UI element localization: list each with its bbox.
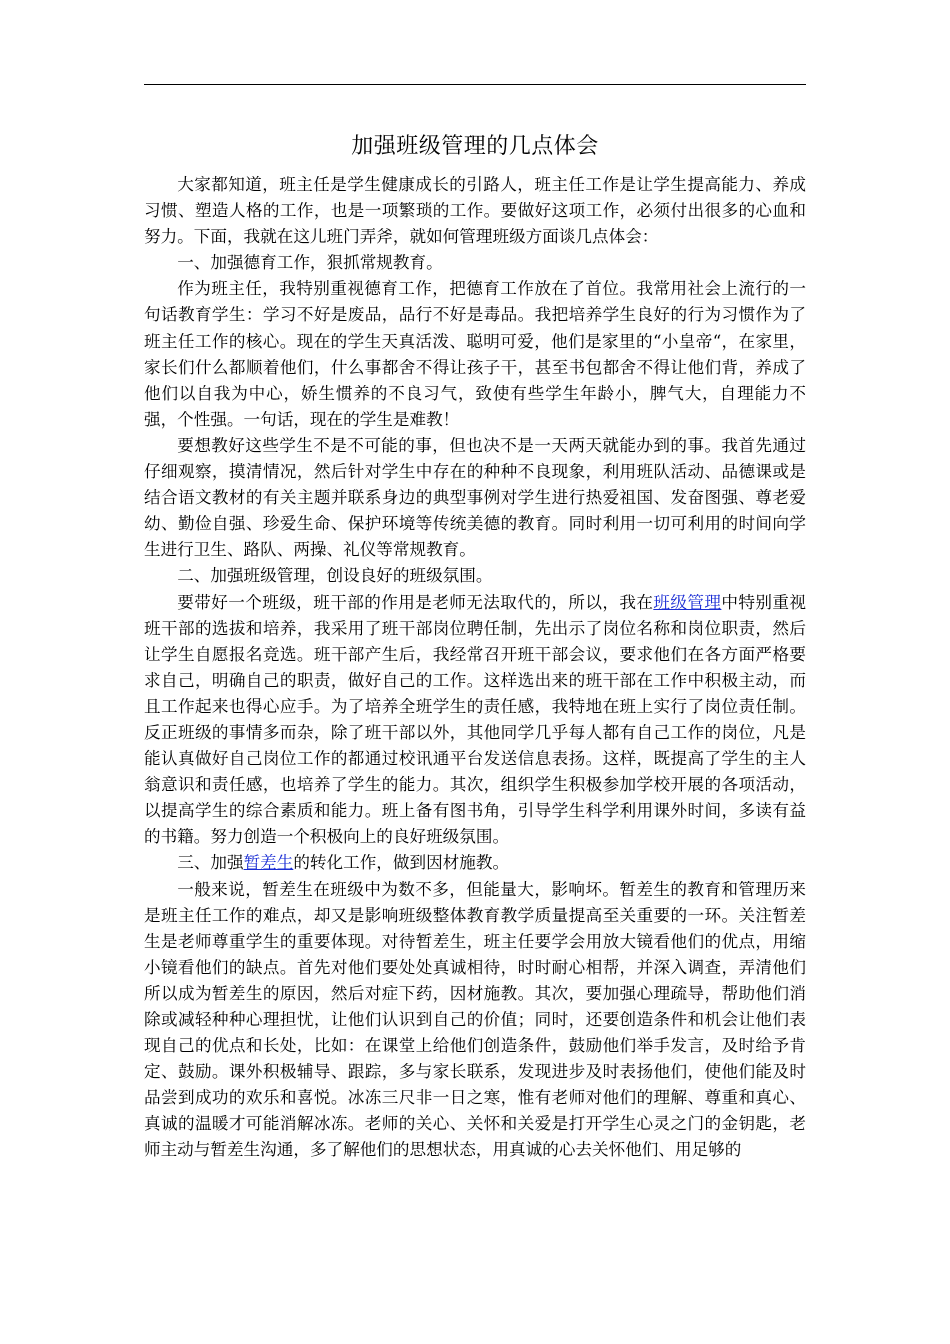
- paragraph-moral-education: 作为班主任，我特别重视德育工作，把德育工作放在了首位。我常用社会上流行的一句话教育学生：学习不好是废品，品行不好是毒品。我把培养学生良好的行为习惯作为了班主任工作的核心。现在的学生天真活泼、聪明可爱，他们是家里的“小皇帝“，在家里，家长们什么都顺着他们，什么事都舍不得让孩子干，甚至书包都舍不得让他们背，养成了他们以自我为中心，娇生惯养的不良习气，致使有些学生年龄小，脾气大，自理能力不强，个性强。一句话，现在的学生是难教！: [144, 279, 806, 429]
- heading-text: 三、加强: [177, 853, 244, 873]
- section-heading-3: [144, 850, 806, 876]
- struggling-students-link[interactable]: 暂差生: [243, 853, 294, 873]
- paragraph-struggling-students: 一般来说，暂差生在班级中为数不多，但能量大，影响坏。暂差生的教育和管理历来是班主任工作的难点，却又是影响班级整体教育教学质量提高至关重要的一环。关注暂差生是老师尊重学生的重要体现。对待暂差生，班主任要学会用放大镜看他们的优点，用缩小镜看他们的缺点。首先对他们要处处真诚相待，时时耐心相帮，并深入调查，弄清他们所以成为暂差生的原因，然后对症下药，因材施教。其次，要加强心理疏导，帮助他们消除或减轻种种心理担忧，让他们认识到自己的价值；同时，还要创造条件和机会让他们表现自己的优点和长处，比如：在课堂上给他们创造条件，鼓励他们举手发言，及时给予肯定、鼓励。课外积极辅导、跟踪，多与家长联系，发现进步及时表扬他们，使他们能及时品尝到成功的欢乐和喜悦。冰冻三尺非一日之寒，惟有老师对他们的理解、尊重和真心、真诚的温暖才可能消解冰冻。老师的关心、关怀和关爱是打开学生心灵之门的金钥匙，老师主动与暂差生沟通，多了解他们的思想状态，用真诚的心去关怀他们、用足够的: [144, 879, 806, 1160]
- section-heading-2: 二、加强班级管理，创设良好的班级氛围。: [177, 566, 493, 586]
- section-heading-1: 一、加强德育工作，狠抓常规教育。: [177, 253, 443, 273]
- heading-text: 的转化工作，做到因材施教。: [293, 853, 510, 873]
- document-title: 加强班级管理的几点体会: [351, 134, 599, 159]
- class-management-link[interactable]: 班级管理: [653, 592, 722, 612]
- paragraph-class-management: [144, 590, 806, 851]
- paragraph-text: 要带好一个班级，班干部的作用是老师无法取代的，所以，我在: [177, 592, 654, 612]
- paragraph-routine-education: 要想教好这些学生不是不可能的事，但也决不是一天两天就能办到的事。我首先通过仔细观察，摸清情况，然后针对学生中存在的种种不良现象，利用班队活动、品德课或是结合语文教材的有关主题并联系身边的典型事例对学生进行热爱祖国、发奋图强、尊老爱幼、勤俭自强、珍爱生命、保护环境等传统美德的教育。同时利用一切可利用的时间向学生进行卫生、路队、两操、礼仪等常规教育。: [144, 435, 806, 560]
- document-body: [144, 172, 806, 1164]
- paragraph-text: 中特别重视班干部的选拔和培养，我采用了班干部岗位聘任制，先出示了岗位名称和岗位职责，然后让学生自愿报名竞选。班干部产生后，我经常召开班干部会议，要求他们在各方面严格要求自己，明确自己的职责，做好自己的工作。这样选出来的班干部在工作中积极主动，而且工作起来也得心应手。为了培养全班学生的责任感，我特地在班上实行了岗位责任制。反正班级的事情多而杂，除了班干部以外，其他同学几乎每人都有自己工作的岗位，凡是能认真做好自己岗位工作的都通过校讯通平台发送信息表扬。这样，既提高了学生的主人翁意识和责任感，也培养了学生的能力。其次，组织学生积极参加学校开展的各项活动，以提高学生的综合素质和能力。班上备有图书角，引导学生科学利用课外时间，多读有益的书籍。努力创造一个积极向上的良好班级氛围。: [144, 592, 807, 847]
- header-rule: [144, 84, 806, 85]
- paragraph-intro: 大家都知道，班主任是学生健康成长的引路人，班主任工作是让学生提高能力、养成习惯、塑造人格的工作，也是一项繁琐的工作。要做好这项工作，必须付出很多的心血和努力。下面，我就在这儿班门弄斧，就如何管理班级方面谈几点体会：: [144, 175, 806, 247]
